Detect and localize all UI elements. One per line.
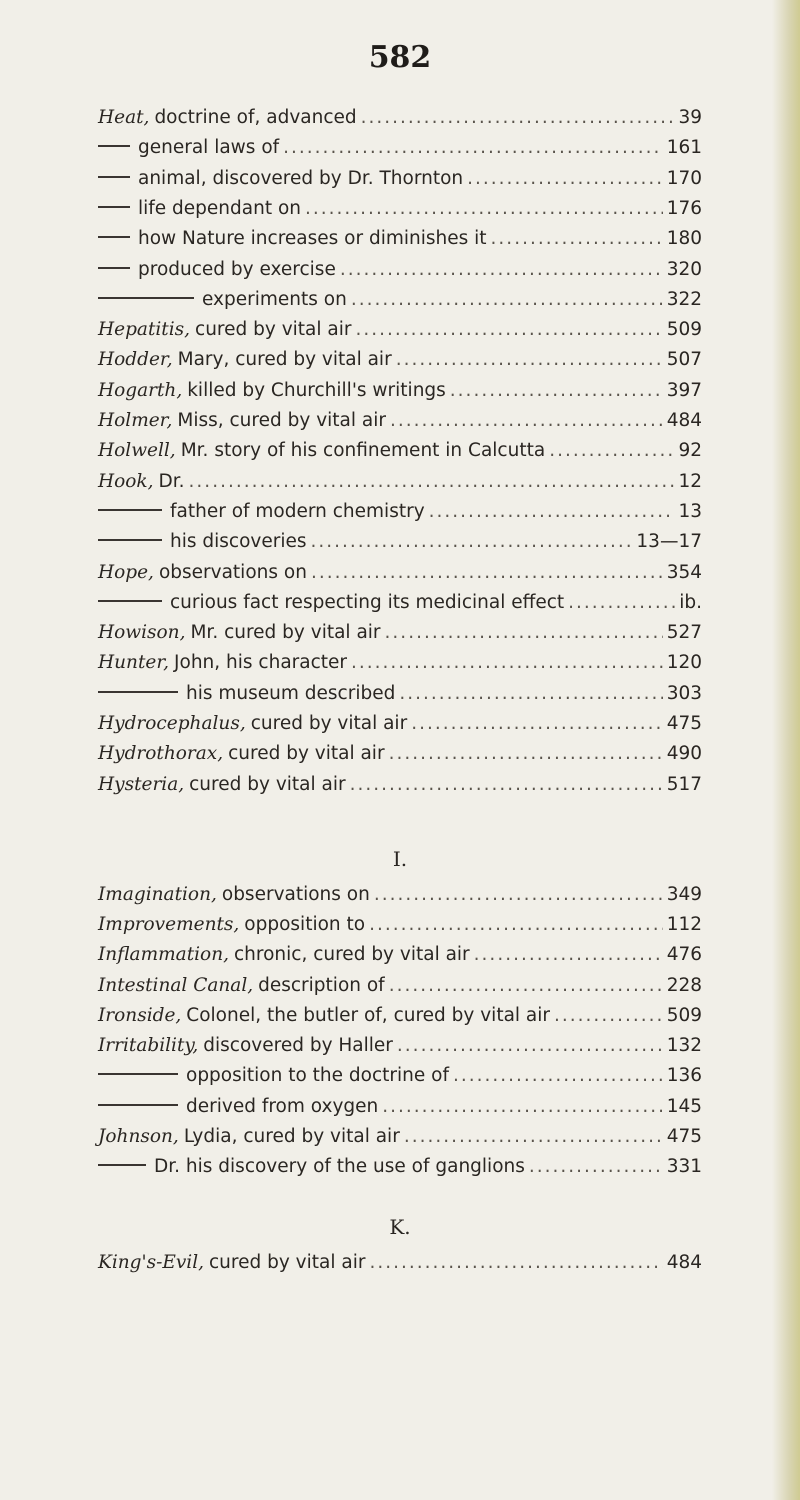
entry-page: 180 <box>666 228 702 250</box>
entry-page: 509 <box>666 1004 702 1026</box>
entry-term: Inflammation, <box>98 944 229 966</box>
index-entry <box>98 255 702 285</box>
entry-page: ib. <box>679 591 702 613</box>
entry-text: observations on <box>158 561 307 583</box>
entry-term: Heat, <box>98 107 150 128</box>
entry-term: Hook, <box>98 470 154 492</box>
entry-text: Dr. <box>158 470 185 492</box>
ditto-rule <box>98 236 130 238</box>
entry-text: Lydia, cured by vital air <box>183 1126 400 1147</box>
dot-leader <box>382 1092 662 1122</box>
entry-page: 92 <box>678 440 702 462</box>
dot-leader <box>369 910 663 940</box>
entry-text: cured by vital air <box>209 1252 366 1274</box>
index-entry <box>98 467 702 497</box>
entry-term: Imagination, <box>98 883 217 905</box>
entry-text: Mary, cured by vital air <box>177 349 392 371</box>
entry-term: Hogarth, <box>98 379 183 401</box>
ditto-rule <box>98 539 162 541</box>
index-entry <box>98 1092 702 1122</box>
dot-leader <box>450 376 663 406</box>
dot-leader <box>453 1061 663 1091</box>
entry-text: Dr. his discovery of the use of ganglions <box>154 1156 525 1178</box>
dot-leader <box>429 497 675 527</box>
entry-page: 484 <box>666 410 702 431</box>
ditto-rule <box>98 145 130 147</box>
entry-text: cured by vital air <box>189 773 346 795</box>
entry-term: Hunter, <box>98 652 170 674</box>
entry-text: his discoveries <box>170 531 307 553</box>
entry-term: Hydrocephalus, <box>98 713 246 734</box>
entry-page: 161 <box>666 137 702 159</box>
index-entry <box>98 527 702 557</box>
index-entry <box>98 315 702 345</box>
entry-term: Irritability, <box>98 1035 199 1057</box>
dot-leader <box>474 940 663 970</box>
entry-page: 136 <box>666 1065 702 1087</box>
dot-leader <box>389 739 663 769</box>
dot-leader <box>554 1001 663 1031</box>
dot-leader <box>397 1031 663 1061</box>
entry-page: 509 <box>666 319 702 341</box>
entry-text: life dependant on <box>138 197 302 219</box>
index-entry <box>98 709 702 739</box>
entry-text: father of modern chemistry <box>170 500 425 522</box>
entry-text: Mr. story of his confinement in Calcutta <box>180 440 546 462</box>
entry-page: 176 <box>666 197 702 219</box>
index-entry <box>98 285 702 315</box>
entry-term: Improvements, <box>98 913 240 935</box>
dot-leader <box>311 558 663 588</box>
index-entry <box>98 679 702 709</box>
index-entry <box>98 1001 702 1031</box>
entry-page: 320 <box>666 258 702 280</box>
dot-leader <box>411 709 663 739</box>
entry-term: King's-Evil, <box>98 1252 204 1274</box>
entry-page: 331 <box>666 1156 702 1178</box>
entry-page: 12 <box>678 470 702 492</box>
dot-leader <box>491 224 663 254</box>
dot-leader <box>467 164 663 194</box>
dot-leader <box>396 345 663 375</box>
index-entry <box>98 194 702 224</box>
section-letter: K. <box>389 1215 411 1240</box>
entry-text: opposition to the doctrine of <box>186 1065 449 1087</box>
dot-leader <box>189 467 675 497</box>
index-entry <box>98 133 702 163</box>
entry-term: Hodder, <box>98 349 173 371</box>
dot-leader <box>356 315 663 345</box>
entry-text: his museum described <box>186 682 396 704</box>
dot-leader <box>351 648 663 678</box>
entry-page: 228 <box>666 974 702 996</box>
index-entry <box>98 618 702 648</box>
index-entry <box>98 103 702 133</box>
entry-page: 322 <box>666 288 702 310</box>
entry-page: 517 <box>666 773 702 795</box>
entry-page: 490 <box>666 743 702 765</box>
entry-text: general laws of <box>138 137 280 159</box>
index-entry <box>98 588 702 618</box>
ditto-rule <box>98 600 162 602</box>
entry-page: 475 <box>666 1126 702 1147</box>
entry-term: Howison, <box>98 622 186 644</box>
entry-text: cured by vital air <box>228 743 385 765</box>
ditto-rule <box>98 1104 178 1106</box>
index-entry <box>98 770 702 800</box>
index-entry <box>98 1152 702 1182</box>
dot-leader <box>389 971 663 1001</box>
entry-page: 475 <box>666 713 702 734</box>
dot-leader <box>361 103 675 133</box>
dot-leader <box>399 679 662 709</box>
entry-term: Hepatitis, <box>98 319 191 341</box>
index-entry <box>98 940 702 970</box>
page-edge-shadow <box>772 0 800 1500</box>
dot-leader <box>529 1152 663 1182</box>
entry-term: Hope, <box>98 561 154 583</box>
dot-leader <box>404 1122 663 1152</box>
dot-leader <box>374 880 663 910</box>
index-entry <box>98 1061 702 1091</box>
entry-page: 349 <box>666 883 702 905</box>
dot-leader <box>549 436 674 466</box>
dot-leader <box>351 285 663 315</box>
index-entry <box>98 376 702 406</box>
entry-text: how Nature increases or diminishes it <box>138 228 487 250</box>
entry-page: 527 <box>666 622 702 644</box>
entry-page: 484 <box>666 1252 702 1274</box>
dot-leader <box>311 527 633 557</box>
entry-text: cured by vital air <box>250 713 408 734</box>
index-entry <box>98 406 702 436</box>
entry-term: Holmer, <box>98 410 173 431</box>
entry-text: animal, discovered by Dr. Thornton <box>138 167 464 189</box>
ditto-rule <box>98 267 130 269</box>
entry-term: Holwell, <box>98 440 176 462</box>
entry-text: cured by vital air <box>195 319 352 341</box>
index-entry <box>98 1248 702 1278</box>
index-entry <box>98 739 702 769</box>
entry-text: doctrine of, advanced <box>154 107 357 128</box>
index-entry <box>98 224 702 254</box>
section-letter: I. <box>392 846 408 871</box>
entry-page: 507 <box>666 349 702 371</box>
entry-page: 397 <box>666 379 702 401</box>
ditto-rule <box>98 1164 146 1166</box>
entry-text: curious fact respecting its medicinal effect <box>170 591 565 613</box>
entry-text: experiments on <box>202 288 347 310</box>
entry-page: 145 <box>666 1095 702 1117</box>
dot-leader <box>385 618 663 648</box>
entry-page: 13 <box>678 500 702 522</box>
index-entry <box>98 558 702 588</box>
entry-page: 354 <box>666 561 702 583</box>
dot-leader <box>340 255 663 285</box>
ditto-rule <box>98 509 162 511</box>
entry-page: 132 <box>666 1035 702 1057</box>
ditto-rule <box>98 176 130 178</box>
index-entry <box>98 436 702 466</box>
entry-term: Hysteria, <box>98 773 185 795</box>
dot-leader <box>305 194 663 224</box>
entry-text: discovered by Haller <box>203 1035 393 1057</box>
entry-page: 13—17 <box>636 531 702 553</box>
dot-leader <box>390 406 663 436</box>
entry-term: Intestinal Canal, <box>98 974 254 996</box>
index-entry <box>98 1031 702 1061</box>
index-entry <box>98 648 702 678</box>
dot-leader <box>350 770 663 800</box>
page-number: 582 <box>368 40 432 75</box>
ditto-rule <box>98 206 130 208</box>
entry-text: killed by Churchill's writings <box>187 379 446 401</box>
entry-text: description of <box>258 974 385 996</box>
entry-term: Ironside, <box>98 1004 182 1026</box>
entry-text: produced by exercise <box>138 258 336 280</box>
index-entry <box>98 1122 702 1152</box>
entry-text: Mr. cured by vital air <box>190 622 381 644</box>
entry-text: John, his character <box>174 652 348 674</box>
entry-page: 170 <box>666 167 702 189</box>
entry-text: Miss, cured by vital air <box>177 410 386 431</box>
index-entry <box>98 910 702 940</box>
entry-text: opposition to <box>244 913 366 935</box>
entry-text: Colonel, the butler of, cured by vital air <box>186 1004 551 1026</box>
dot-leader <box>568 588 675 618</box>
entry-term: Johnson, <box>98 1126 179 1147</box>
index-entry <box>98 971 702 1001</box>
entry-page: 112 <box>666 913 702 935</box>
entry-text: derived from oxygen <box>186 1095 379 1117</box>
entry-page: 39 <box>678 107 702 128</box>
entry-page: 476 <box>666 944 702 966</box>
ditto-rule <box>98 691 178 693</box>
entry-term: Hydrothorax, <box>98 743 224 765</box>
index-entry <box>98 880 702 910</box>
entry-page: 120 <box>666 652 702 674</box>
index-entry <box>98 345 702 375</box>
ditto-rule <box>98 1073 178 1075</box>
entry-page: 303 <box>666 682 702 704</box>
index-entry <box>98 164 702 194</box>
entry-text: chronic, cured by vital air <box>234 944 470 966</box>
index-entry <box>98 497 702 527</box>
ditto-rule <box>98 297 194 299</box>
dot-leader <box>283 133 663 163</box>
entry-text: observations on <box>221 883 370 905</box>
dot-leader <box>369 1248 662 1278</box>
